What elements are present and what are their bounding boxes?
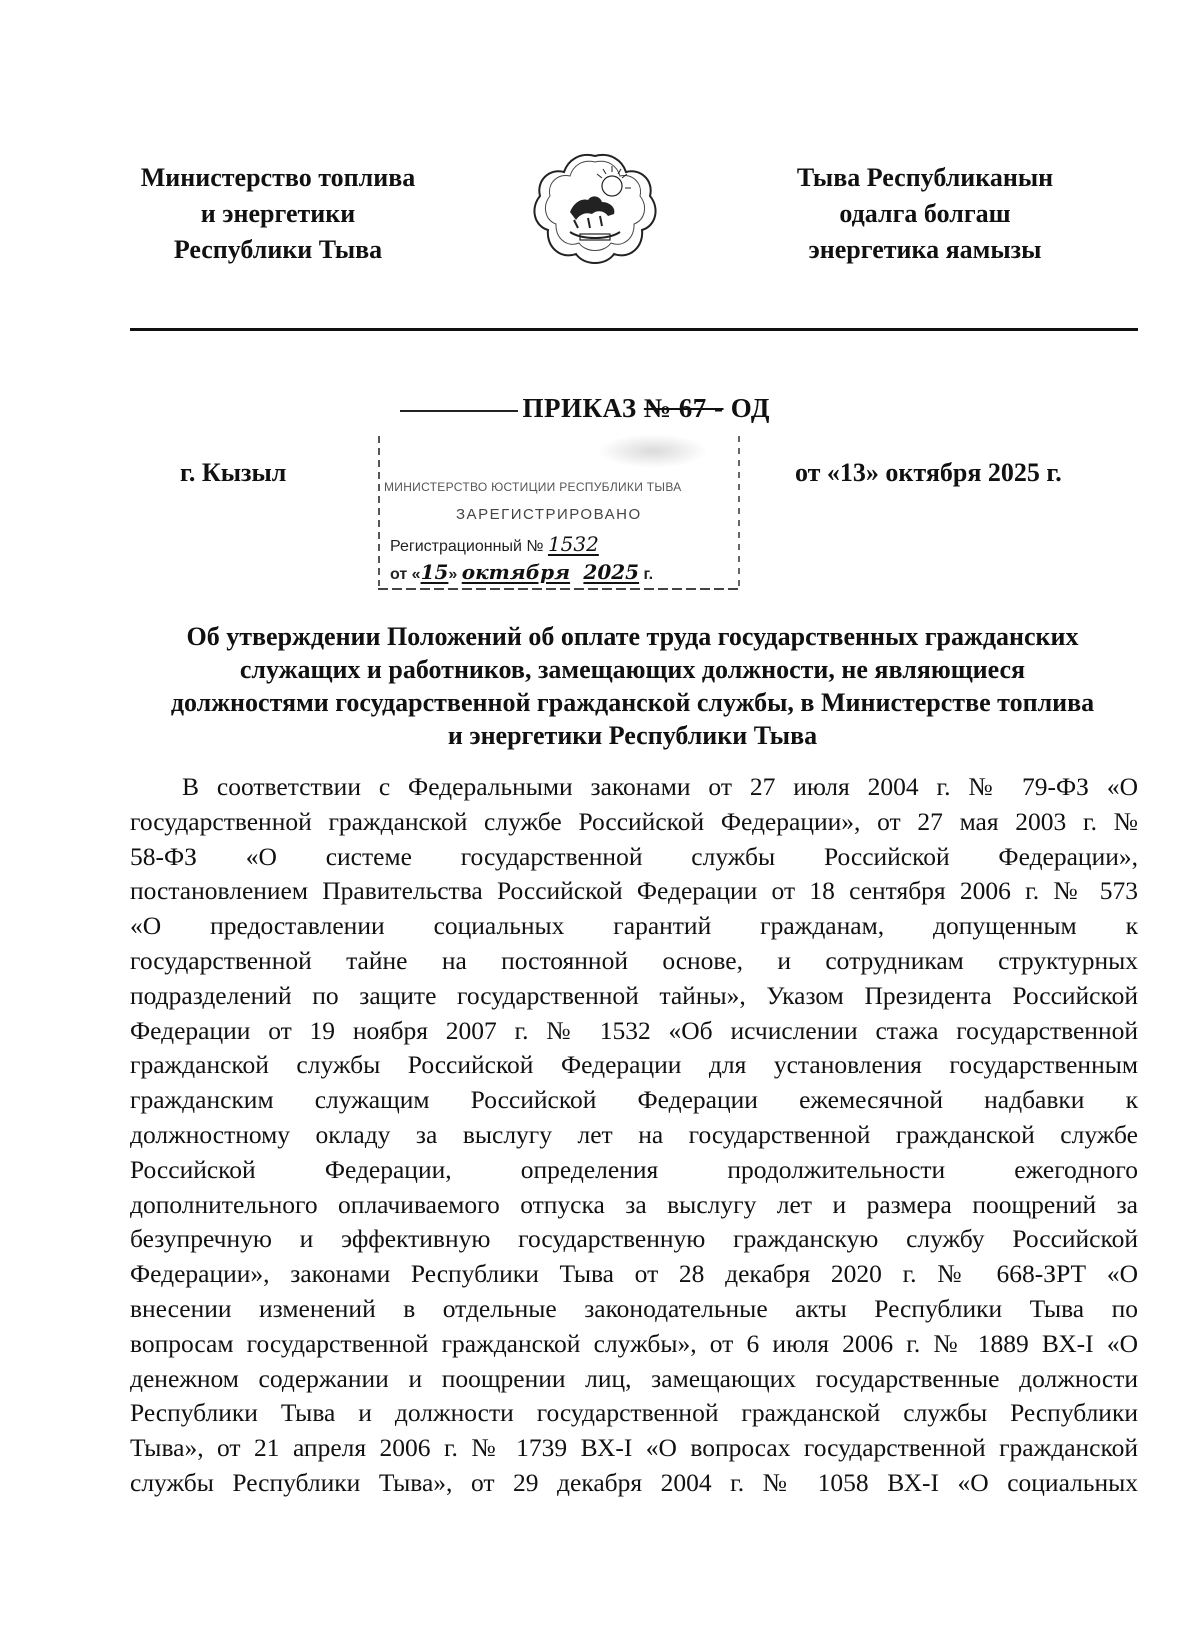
body-line: дополнительного оплачиваемого отпуска за выслугу лет и размера поощрений за — [130, 1189, 1138, 1219]
body-line: Республики Тыва и должности государственной гражданской службы Республики — [130, 1398, 1138, 1428]
order-title — [380, 393, 770, 424]
registration-stamp — [378, 430, 740, 590]
ministry-name-tuvan — [765, 160, 1085, 268]
stamp-border-right — [738, 436, 740, 586]
body-line: государственной тайне на постоянной основе, и сотрудникам структурных — [130, 945, 1138, 975]
title-leading-line — [400, 410, 518, 412]
order-date: от «13» октября 2025 г. — [795, 458, 1062, 487]
ministry-name-line: энергетика яамызы — [808, 235, 1042, 264]
ministry-name-line: Республики Тыва — [173, 235, 383, 264]
tuva-coat-of-arms-icon — [530, 150, 660, 270]
ministry-name-russian — [118, 160, 438, 268]
ministry-name-line: Тыва Республиканын — [796, 163, 1054, 192]
body-line: гражданским служащим Российской Федерации ежемесячной надбавки к — [130, 1085, 1138, 1115]
stamp-date-month: октября — [461, 560, 571, 584]
subject-line: служащих и работников, замещающих должности, не являющиеся — [239, 655, 1026, 684]
body-line: подразделений по защите государственной тайны», Указом Президента Российской — [130, 980, 1138, 1010]
subject-line: и энергетики Республики Тыва — [447, 721, 818, 750]
body-line: безупречную и эффективную государственную гражданскую службу Российской — [130, 1224, 1138, 1254]
order-subject — [125, 620, 1140, 752]
ministry-name-line: и энергетики — [200, 199, 356, 228]
order-body — [130, 770, 1138, 1501]
body-line: 58-ФЗ «О системе государственной службы Российской Федерации», — [130, 841, 1138, 871]
stamp-smudge — [598, 434, 708, 468]
ministry-name-line: одалга болгаш — [839, 199, 1011, 228]
stamp-date-mid: » — [448, 566, 462, 583]
body-line: «О предоставлении социальных гарантий гражданам, допущенным к — [130, 911, 1138, 941]
stamp-border-left — [378, 436, 380, 586]
body-line: службы Республики Тыва», от 29 декабря 2004 г. № 1058 ВХ-I «О социальных — [130, 1467, 1138, 1497]
body-line: денежном содержании и поощрении лиц, замещающих государственные должности — [130, 1363, 1138, 1393]
body-line: постановлением Правительства Российской Федерации от 18 сентября 2006 г. № 573 — [130, 876, 1138, 906]
stamp-border-bottom — [378, 588, 740, 590]
order-title-prefix: ПРИКАЗ — [522, 393, 644, 423]
stamp-date-suffix: г. — [639, 566, 654, 583]
body-line: внесении изменений в отдельные законодательные акты Республики Тыва по — [130, 1293, 1138, 1323]
subject-line: Об утверждении Положений об оплате труда государственных гражданских — [186, 622, 1079, 651]
order-title-suffix: ОД — [723, 393, 770, 423]
stamp-date-day: 15 — [420, 560, 449, 584]
stamp-reg-label: Регистрационный № — [390, 538, 548, 555]
body-line: вопросам государственной гражданской службы», от 6 июля 2006 г. № 1889 ВХ-I «О — [130, 1328, 1138, 1358]
body-line: Тыва», от 21 апреля 2006 г. № 1739 ВХ-I «О вопросах государственной гражданской — [130, 1433, 1138, 1463]
body-line: В соответствии с Федеральными законами от 27 июля 2004 г. № 79-ФЗ «О — [182, 772, 1138, 801]
stamp-registration-number — [390, 532, 599, 556]
body-line: гражданской службы Российской Федерации для установления государственным — [130, 1050, 1138, 1080]
stamp-date-prefix: от « — [390, 566, 421, 583]
stamp-authority: МИНИСТЕРСТВО ЮСТИЦИИ РЕСПУБЛИКИ ТЫВА — [384, 480, 682, 494]
body-line: государственной гражданской службе Российской Федерации», от 27 мая 2003 г. № — [130, 806, 1138, 836]
order-number: № 67 - — [643, 393, 724, 423]
stamp-registered-label: ЗАРЕГИСТРИРОВАНО — [456, 506, 642, 523]
body-line: Российской Федерации, определения продолжительности ежегодного — [130, 1154, 1138, 1184]
stamp-reg-number: 1532 — [547, 532, 599, 556]
body-line: Федерации от 19 ноября 2007 г. № 1532 «Об исчислении стажа государственной — [130, 1015, 1138, 1045]
order-city: г. Кызыл — [180, 458, 287, 487]
header-divider — [130, 328, 1138, 331]
body-line: должностному окладу за выслугу лет на государственной гражданской службе — [130, 1119, 1138, 1149]
stamp-registration-date — [390, 560, 653, 584]
stamp-date-year: 2025 — [583, 560, 640, 584]
ministry-name-line: Министерство топлива — [140, 163, 416, 192]
subject-line: должностями государственной гражданской службы, в Министерстве топлива — [170, 688, 1095, 717]
body-line: Федерации», законами Республики Тыва от 28 декабря 2020 г. № 668-ЗРТ «О — [130, 1259, 1138, 1289]
